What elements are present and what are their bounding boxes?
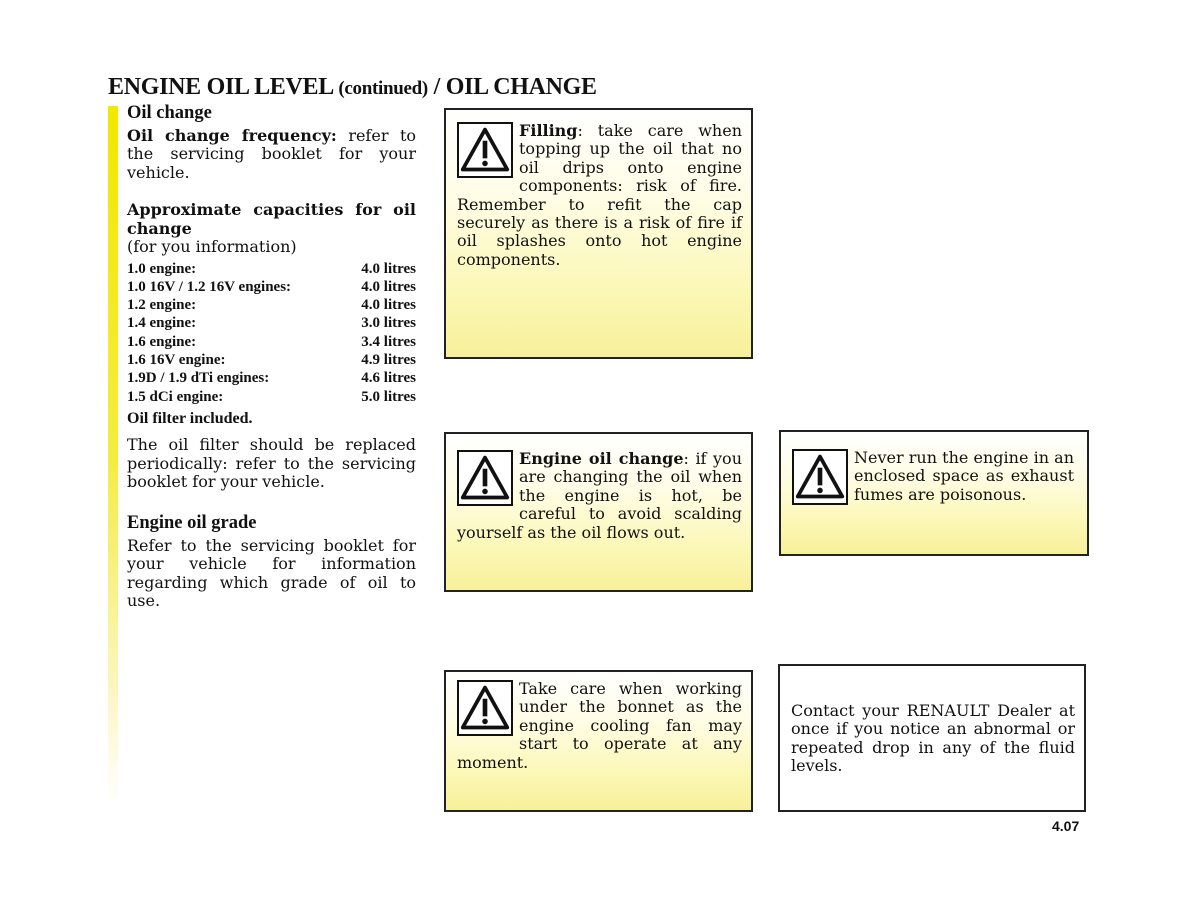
capacity-row [127, 369, 416, 387]
capacity-value: 4.6 litres [361, 370, 416, 387]
capacity-row [127, 260, 416, 278]
warning-triangle-icon [457, 122, 513, 178]
filter-included-note: Oil filter included. [127, 409, 253, 427]
capacity-engine: 1.2 engine: [127, 297, 197, 314]
capacity-engine: 1.0 16V / 1.2 16V engines: [127, 278, 292, 295]
capacities-list [127, 260, 416, 406]
capacity-engine: 1.0 engine: [127, 260, 197, 277]
capacity-row [127, 278, 416, 296]
dealer-note-box [778, 664, 1086, 812]
capacity-value: 5.0 litres [361, 388, 416, 405]
capacity-engine: 1.6 16V engine: [127, 351, 226, 368]
section-title: Engine oil grade [127, 513, 257, 533]
engine-oil-change-label: Engine oil change [519, 449, 684, 468]
page-number: 4.07 [1052, 818, 1080, 834]
warning-triangle-icon [457, 450, 513, 506]
capacity-row [127, 314, 416, 332]
engine-oil-change-warning-box [444, 432, 753, 592]
exhaust-warning-box [779, 430, 1089, 556]
oil-grade-section [127, 514, 416, 611]
section-marker-bar [108, 106, 118, 806]
engine-oil-change-text: : if you are changing the oil when the engine is hot, be careful to avoid scalding yourself as the oil flows out. [457, 449, 742, 542]
filter-paragraph: The oil filter should be replaced periodically: refer to the servicing booklet for your vehicle. [127, 435, 416, 492]
dealer-note-text: Contact your RENAULT Dealer at once if you notice an abnormal or repeated drop in any of the fluid levels. [791, 701, 1075, 776]
capacity-row [127, 388, 416, 406]
capacity-value: 4.9 litres [361, 351, 416, 368]
capacity-engine: 1.6 engine: [127, 333, 197, 350]
warning-triangle-icon [792, 449, 848, 505]
oil-change-section [127, 104, 416, 492]
fan-text: Take care when working under the bonnet as the engine cooling fan may start to operate at any moment. [457, 679, 742, 772]
capacity-row [127, 351, 416, 369]
capacities-note: (for you information) [127, 237, 297, 256]
page-title: ENGINE OIL LEVEL (continued) / OIL CHANGE [108, 74, 597, 100]
capacity-value: 3.4 litres [361, 333, 416, 350]
filling-text: : take care when topping up the oil that no oil drips onto engine components: risk of fire. Remember to refit the cap securely as there is a risk of fire if oil splashes onto hot engine components. [457, 121, 742, 269]
section-title: Oil change [127, 103, 212, 123]
capacity-engine: 1.4 engine: [127, 315, 197, 332]
fan-warning-box [444, 670, 753, 812]
oil-grade-paragraph: Refer to the servicing booklet for your vehicle for information regarding which grade of oil to use. [127, 535, 416, 610]
filling-warning-box [444, 108, 753, 359]
capacity-value: 4.0 litres [361, 278, 416, 295]
capacity-value: 4.0 litres [361, 260, 416, 277]
capacity-row [127, 333, 416, 351]
capacities-title: Approximate capacities for oil change [127, 200, 416, 238]
warning-triangle-icon [457, 680, 513, 736]
frequency-paragraph: Oil change frequency: refer to the servicing booklet for your vehicle. [127, 125, 417, 182]
filling-label: Filling [519, 121, 578, 140]
capacity-engine: 1.5 dCi engine: [127, 388, 224, 405]
capacity-value: 3.0 litres [361, 315, 416, 332]
capacity-engine: 1.9D / 1.9 dTi engines: [127, 370, 270, 387]
capacity-value: 4.0 litres [361, 297, 416, 314]
capacity-row [127, 296, 416, 314]
exhaust-text: Never run the engine in an enclosed space as exhaust fumes are poisonous. [854, 448, 1074, 504]
